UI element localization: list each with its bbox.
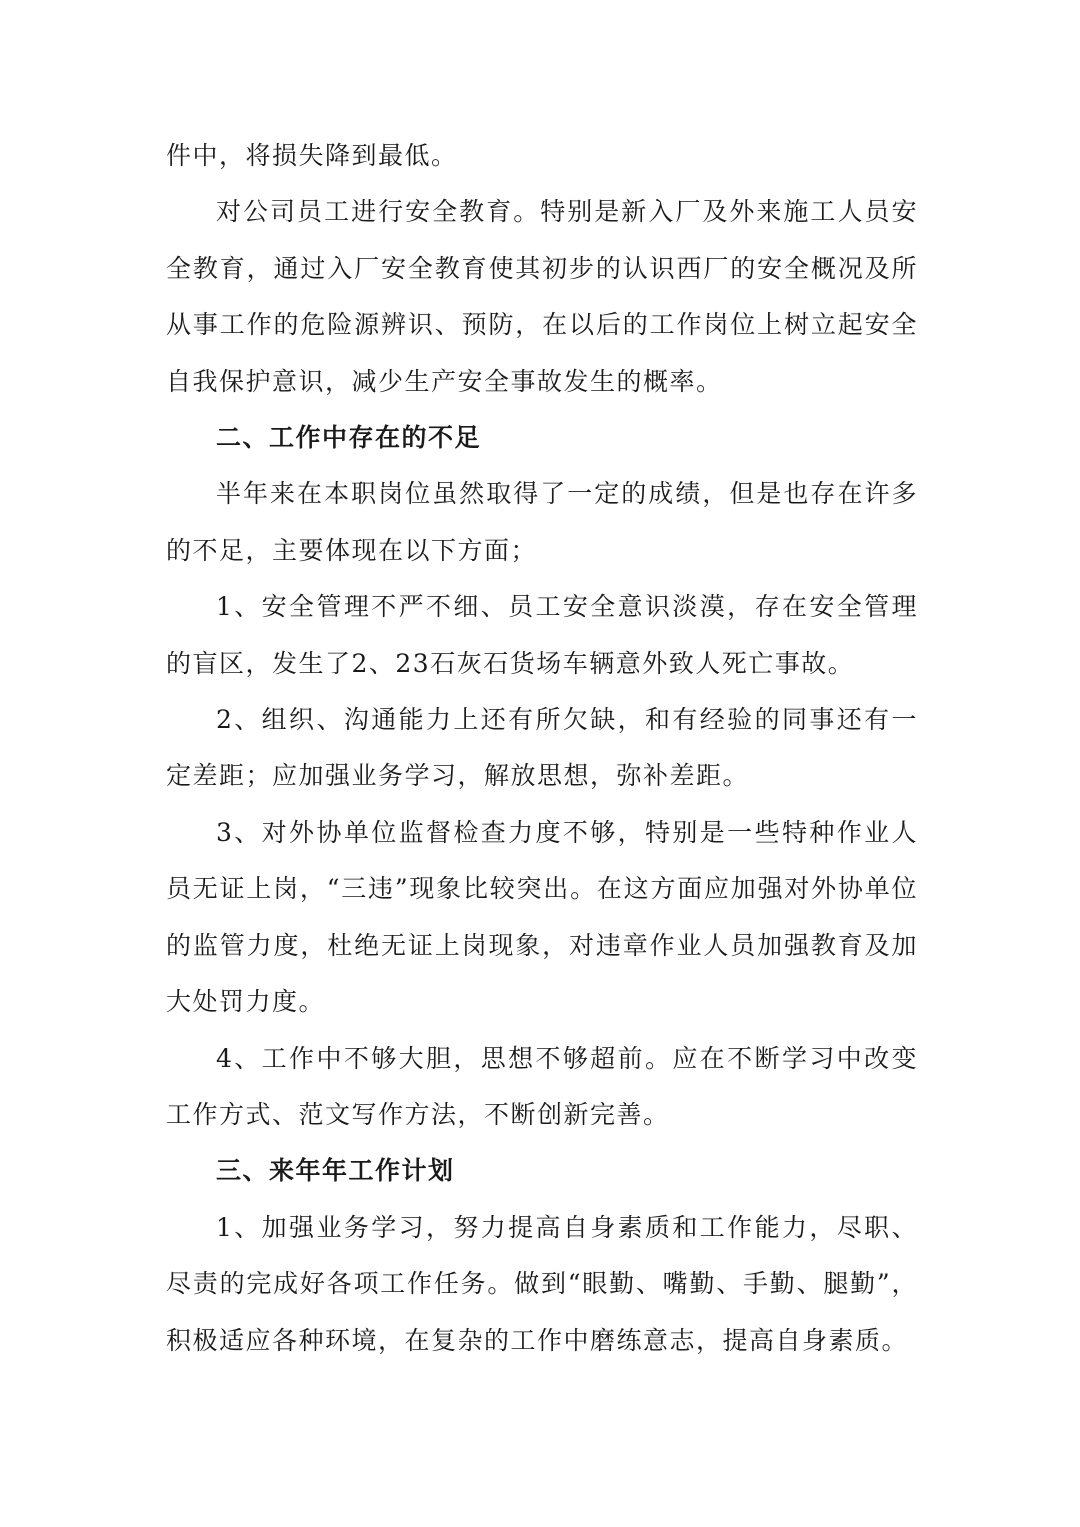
paragraph-continuation: 件中，将损失降到最低。 — [166, 141, 458, 170]
list-item-shortcoming-4: 4、工作中不够大胆，思想不够超前。应在不断学习中改变工作方式、范文写作方法，不断创新完善。 — [166, 1043, 918, 1129]
list-item-shortcoming-1: 1、安全管理不严不细、员工安全意识淡漠，存在安全管理的盲区，发生了2、23石灰石货场车辆意外致人死亡事故。 — [166, 592, 918, 678]
list-item-shortcoming-3: 3、对外协单位监督检查力度不够，特别是一些特种作业人员无证上岗，“三违”现象比较突出。在这方面应加强对外协单位的监管力度，杜绝无证上岗现象，对违章作业人员加强教育及加大处罚力度。 — [166, 817, 918, 1017]
section-heading-work-plan: 三、来年年工作计划 — [216, 1156, 455, 1186]
list-item-plan-1: 1、加强业务学习，努力提高自身素质和工作能力，尽职、尽责的完成好各项工作任务。做到“眼勤、嘴勤、手勤、腿勤”，积极适应各种环境，在复杂的工作中磨练意志，提高自身素质。 — [166, 1212, 918, 1355]
document-page — [166, 128, 918, 1369]
paragraph-safety-education: 对公司员工进行安全教育。特别是新入厂及外来施工人员安全教育，通过入厂安全教育使其初步的认识西厂的安全概况及所从事工作的危险源辨识、预防，在以后的工作岗位上树立起安全自我保护意识，减少生产安全事故发生的概率。 — [166, 197, 918, 396]
section-heading-shortcomings: 二、工作中存在的不足 — [216, 423, 482, 453]
paragraph-shortcomings-intro: 半年来在本职岗位虽然取得了一定的成绩，但是也存在许多的不足，主要体现在以下方面； — [166, 479, 918, 565]
list-item-shortcoming-2: 2、组织、沟通能力上还有所欠缺，和有经验的同事还有一定差距；应加强业务学习，解放思想，弥补差距。 — [166, 705, 918, 791]
